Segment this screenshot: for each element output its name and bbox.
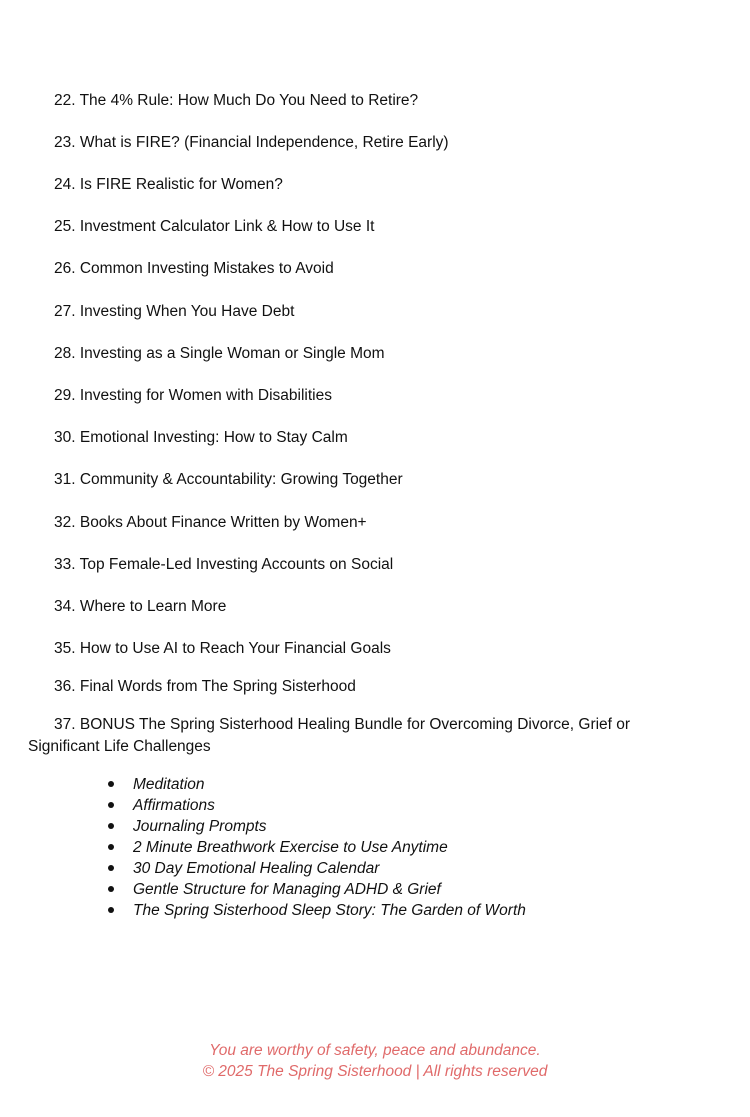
toc-item-24: 24. Is FIRE Realistic for Women? xyxy=(54,176,283,193)
toc-item-33: 33. Top Female-Led Investing Accounts on Social xyxy=(54,556,394,573)
bullet-dot-icon xyxy=(108,823,114,829)
bonus-item-label: Meditation xyxy=(133,776,205,793)
bullet-dot-icon xyxy=(108,907,114,913)
toc-item-22: 22. The 4% Rule: How Much Do You Need to Retire? xyxy=(54,92,419,109)
list-item xyxy=(108,795,526,816)
bonus-item-label: 2 Minute Breathwork Exercise to Use Anytime xyxy=(133,839,448,856)
toc-item-30: 30. Emotional Investing: How to Stay Calm xyxy=(54,429,348,446)
toc-item-27: 27. Investing When You Have Debt xyxy=(54,303,295,320)
list-item xyxy=(108,837,526,858)
list-item xyxy=(108,774,526,795)
footer-tagline: You are worthy of safety, peace and abundance. xyxy=(209,1042,541,1059)
bullet-dot-icon xyxy=(108,886,114,892)
list-item xyxy=(108,879,526,900)
toc-item-28: 28. Investing as a Single Woman or Single Mom xyxy=(54,345,385,362)
toc-item-23: 23. What is FIRE? (Financial Independence, Retire Early) xyxy=(54,134,449,151)
list-item xyxy=(108,900,526,921)
toc-item-32: 32. Books About Finance Written by Women+ xyxy=(54,514,367,531)
bonus-item-label: 30 Day Emotional Healing Calendar xyxy=(133,860,380,877)
footer-copyright: © 2025 The Spring Sisterhood | All rights reserved xyxy=(202,1063,548,1080)
list-item xyxy=(108,816,526,837)
bonus-bundle-list xyxy=(108,774,526,921)
toc-item-25: 25. Investment Calculator Link & How to Use It xyxy=(54,218,375,235)
bullet-dot-icon xyxy=(108,844,114,850)
toc-item-31: 31. Community & Accountability: Growing Together xyxy=(54,471,403,488)
bullet-dot-icon xyxy=(108,802,114,808)
toc-item-29: 29. Investing for Women with Disabilities xyxy=(54,387,332,404)
bonus-item-label: Gentle Structure for Managing ADHD & Grief xyxy=(133,881,441,898)
bonus-item-label: Journaling Prompts xyxy=(133,818,267,835)
bullet-dot-icon xyxy=(108,781,114,787)
toc-item-36: 36. Final Words from The Spring Sisterhood xyxy=(54,678,356,695)
list-item xyxy=(108,858,526,879)
bullet-dot-icon xyxy=(108,865,114,871)
bonus-item-label: The Spring Sisterhood Sleep Story: The Garden of Worth xyxy=(133,902,526,919)
toc-item-35: 35. How to Use AI to Reach Your Financial Goals xyxy=(54,640,391,657)
toc-item-37-bonus: 37. BONUS The Spring Sisterhood Healing Bundle for Overcoming Divorce, Grief or Significant Life Challenges xyxy=(28,716,631,755)
bonus-item-label: Affirmations xyxy=(133,797,215,814)
toc-item-34: 34. Where to Learn More xyxy=(54,598,227,615)
toc-item-26: 26. Common Investing Mistakes to Avoid xyxy=(54,260,334,277)
